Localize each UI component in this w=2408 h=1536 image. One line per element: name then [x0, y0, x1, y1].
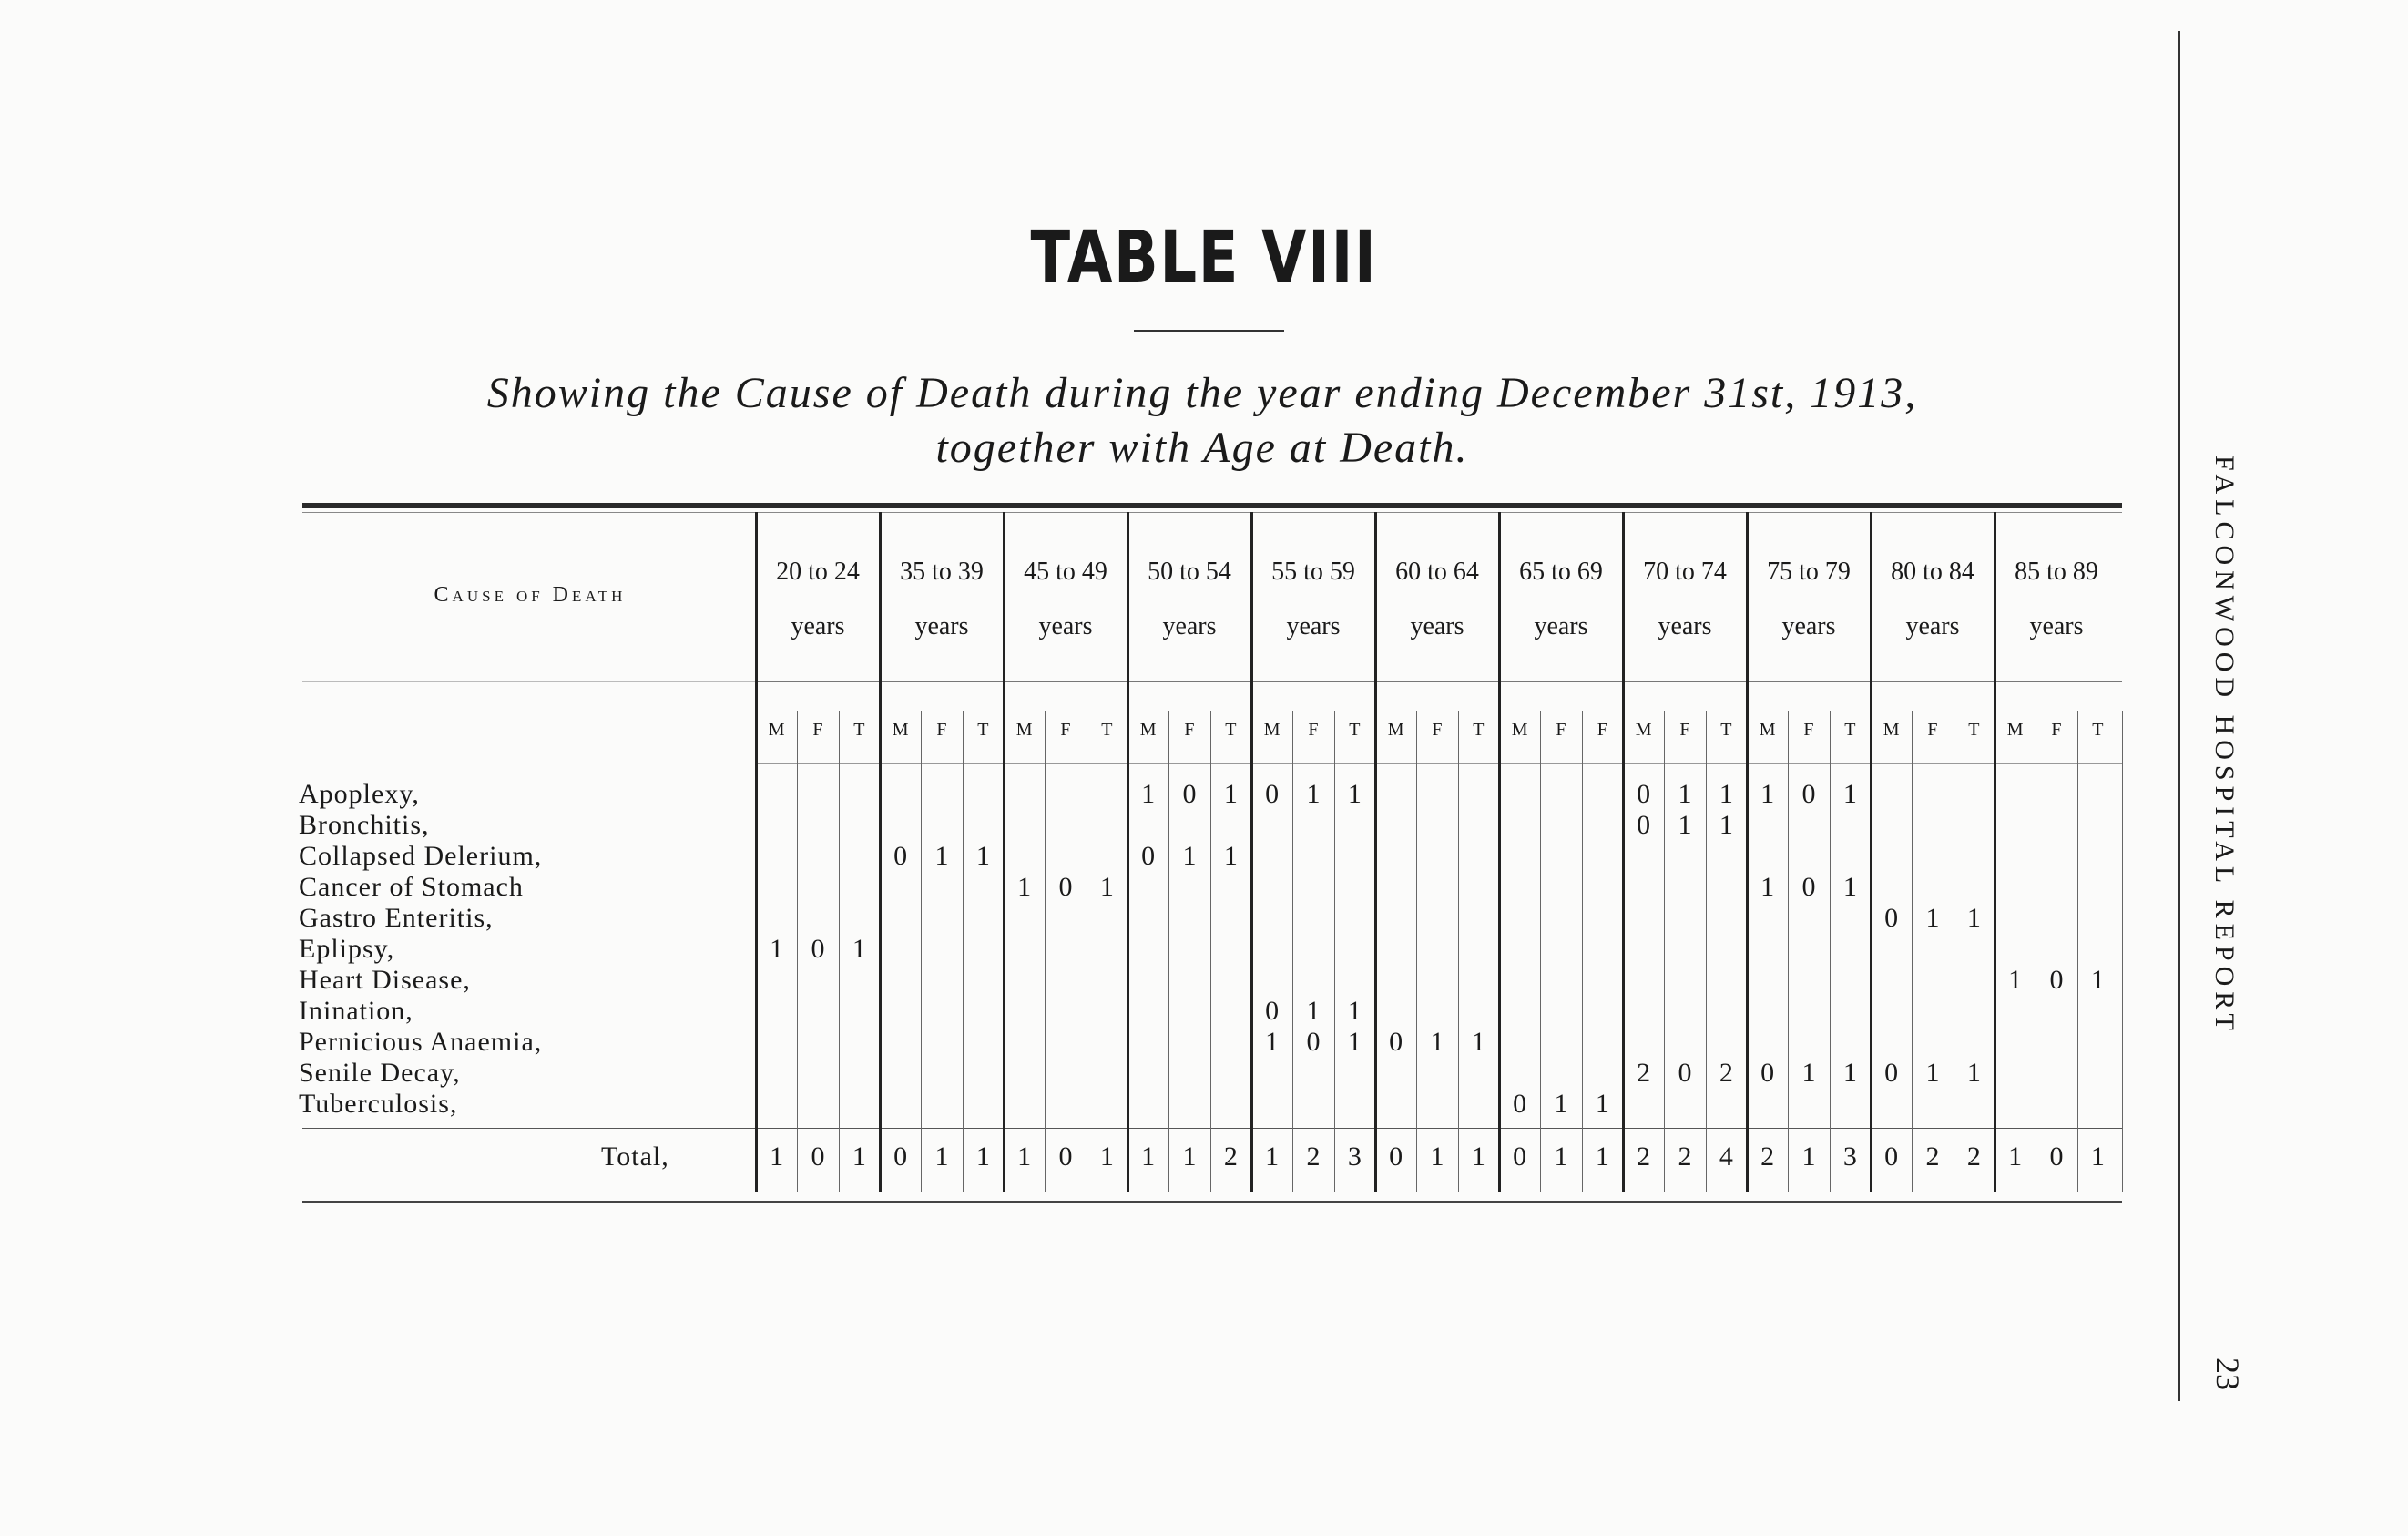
age-range-label: 80 to 84 — [1891, 558, 1974, 586]
data-cell: 1 — [1842, 779, 1857, 809]
data-cell: 1 — [1760, 872, 1775, 902]
age-range-label: 35 to 39 — [900, 558, 984, 586]
cause-label: Gastro Enteritis, — [299, 903, 494, 933]
data-cell: 1 — [1966, 903, 1981, 933]
sex-column-header: F — [812, 720, 823, 740]
total-cell: 2 — [1760, 1142, 1775, 1172]
data-cell: 1 — [1099, 872, 1114, 902]
total-cell: 1 — [975, 1142, 990, 1172]
age-range-label: 70 to 74 — [1643, 558, 1727, 586]
data-cell: 0 — [1760, 1058, 1775, 1088]
data-cell: 1 — [1842, 872, 1857, 902]
data-cell: 1 — [1678, 810, 1692, 840]
total-cell: 2 — [1223, 1142, 1238, 1172]
data-cell: 1 — [1595, 1089, 1609, 1119]
subtitle — [273, 366, 2131, 476]
data-cell: 1 — [1306, 779, 1321, 809]
data-cell: 1 — [770, 934, 784, 964]
data-cell: 1 — [1554, 1089, 1568, 1119]
sex-column-header: T — [1349, 720, 1361, 740]
sub-column-divider — [963, 711, 964, 1192]
sex-column-header: M — [1511, 720, 1528, 740]
age-unit-label: years — [1905, 612, 1960, 640]
data-cell: 1 — [934, 841, 949, 871]
sex-column-header: M — [1759, 720, 1776, 740]
data-cell: 0 — [1637, 810, 1651, 840]
cause-column-header: Cause of Death — [434, 583, 627, 607]
total-cell: 1 — [1265, 1142, 1280, 1172]
header-rule — [756, 681, 2122, 682]
total-cell: 1 — [1182, 1142, 1197, 1172]
sex-column-header: M — [768, 720, 785, 740]
data-cell: 1 — [1265, 1027, 1280, 1057]
data-cell: 1 — [1430, 1027, 1444, 1057]
sub-column-divider — [921, 711, 922, 1192]
data-cell: 1 — [975, 841, 990, 871]
data-cell: 0 — [1058, 872, 1073, 902]
sex-header-rule — [756, 763, 2122, 764]
page-title: TABLE VIII — [1030, 217, 1378, 299]
sex-column-header: M — [892, 720, 909, 740]
data-cell: 1 — [1347, 779, 1362, 809]
sex-column-header: T — [2092, 720, 2104, 740]
data-cell: 0 — [1801, 872, 1816, 902]
sex-column-header: T — [1968, 720, 1980, 740]
subtitle-line-1: Showing the Cause of Death during the year ending December 31st, 1913, — [486, 369, 1918, 417]
cause-label: Tuberculosis, — [299, 1089, 458, 1119]
cause-label: Senile Decay, — [299, 1058, 461, 1088]
sub-column-divider — [1416, 711, 1417, 1192]
sex-column-header: F — [1432, 720, 1443, 740]
data-cell: 0 — [1389, 1027, 1403, 1057]
data-cell: 1 — [852, 934, 866, 964]
data-cell: 1 — [1306, 996, 1321, 1026]
cause-label: Bronchitis, — [299, 810, 430, 840]
data-cell: 1 — [1141, 779, 1156, 809]
data-cell: 0 — [1306, 1027, 1321, 1057]
total-cell: 0 — [1058, 1142, 1073, 1172]
sex-column-header: F — [1556, 720, 1566, 740]
total-cell: 1 — [1099, 1142, 1114, 1172]
running-header: FALCONWOOD HOSPITAL REPORT — [2209, 456, 2240, 1036]
table-top-rule — [302, 503, 2122, 508]
cause-label: Eplipsy, — [299, 934, 395, 964]
data-cell: 0 — [1678, 1058, 1692, 1088]
total-cell: 1 — [1430, 1142, 1444, 1172]
sex-column-header: F — [1679, 720, 1690, 740]
total-cell: 0 — [2049, 1142, 2064, 1172]
data-cell: 1 — [1719, 810, 1733, 840]
data-cell: 0 — [811, 934, 825, 964]
total-cell: 1 — [1141, 1142, 1156, 1172]
sex-column-header: F — [1060, 720, 1071, 740]
age-unit-label: years — [1658, 612, 1712, 640]
age-unit-label: years — [2029, 612, 2084, 640]
data-cell: 0 — [2049, 965, 2064, 995]
sex-column-header: T — [1101, 720, 1113, 740]
data-cell: 0 — [893, 841, 908, 871]
page-margin-rule — [2178, 31, 2180, 1401]
data-cell: 1 — [1801, 1058, 1816, 1088]
data-cell: 2 — [1637, 1058, 1651, 1088]
data-cell: 1 — [1223, 841, 1238, 871]
data-cell: 1 — [1347, 996, 1362, 1026]
total-cell: 2 — [1637, 1142, 1651, 1172]
total-cell: 2 — [1966, 1142, 1981, 1172]
sex-column-header: M — [2006, 720, 2024, 740]
data-cell: 1 — [1842, 1058, 1857, 1088]
total-cell: 4 — [1719, 1142, 1733, 1172]
total-cell: 1 — [2090, 1142, 2105, 1172]
age-range-label: 65 to 69 — [1519, 558, 1603, 586]
table-right-border — [2122, 711, 2123, 1192]
data-cell: 1 — [1182, 841, 1197, 871]
sex-column-header: F — [2051, 720, 2062, 740]
sex-column-header: M — [1635, 720, 1652, 740]
age-unit-label: years — [791, 612, 845, 640]
sex-column-header: T — [1720, 720, 1732, 740]
data-cell: 1 — [1966, 1058, 1981, 1088]
total-cell: 1 — [1801, 1142, 1816, 1172]
sex-column-header: T — [1473, 720, 1485, 740]
total-cell: 1 — [852, 1142, 866, 1172]
total-cell: 1 — [770, 1142, 784, 1172]
sub-column-divider — [1045, 711, 1046, 1192]
sex-column-header: F — [1184, 720, 1195, 740]
cause-label: Collapsed Delerium, — [299, 841, 543, 871]
total-cell: 1 — [934, 1142, 949, 1172]
data-cell: 1 — [1678, 779, 1692, 809]
sex-column-header: M — [1387, 720, 1404, 740]
data-cell: 1 — [1223, 779, 1238, 809]
age-unit-label: years — [1410, 612, 1464, 640]
data-cell: 0 — [1182, 779, 1197, 809]
sex-column-header: T — [1225, 720, 1237, 740]
sex-column-header: M — [1015, 720, 1033, 740]
age-range-label: 45 to 49 — [1024, 558, 1107, 586]
age-range-label: 20 to 24 — [776, 558, 860, 586]
total-top-rule — [302, 1128, 2122, 1129]
age-range-label: 85 to 89 — [2015, 558, 2098, 586]
age-range-label: 75 to 79 — [1767, 558, 1851, 586]
data-cell: 0 — [1513, 1089, 1527, 1119]
data-cell: 1 — [1925, 903, 1940, 933]
total-cell: 0 — [1389, 1142, 1403, 1172]
total-cell: 3 — [1842, 1142, 1857, 1172]
data-cell: 2 — [1719, 1058, 1733, 1088]
total-cell: 1 — [1595, 1142, 1609, 1172]
sex-column-header: F — [1597, 720, 1607, 740]
sex-column-header: F — [936, 720, 947, 740]
sex-column-header: T — [977, 720, 989, 740]
data-cell: 0 — [1884, 1058, 1899, 1088]
total-cell: 2 — [1678, 1142, 1692, 1172]
data-cell: 1 — [1471, 1027, 1485, 1057]
age-unit-label: years — [1162, 612, 1217, 640]
sex-column-header: M — [1263, 720, 1281, 740]
page-number: 23 — [2209, 1357, 2246, 1390]
age-range-label: 55 to 59 — [1271, 558, 1355, 586]
cause-label: Heart Disease, — [299, 965, 471, 995]
cause-label: Cancer of Stomach — [299, 872, 524, 902]
total-cell: 2 — [1925, 1142, 1940, 1172]
data-cell: 1 — [1347, 1027, 1362, 1057]
total-cell: 2 — [1306, 1142, 1321, 1172]
title-underline — [1134, 330, 1284, 332]
data-cell: 0 — [1265, 996, 1280, 1026]
data-cell: 0 — [1265, 779, 1280, 809]
total-cell: 1 — [1554, 1142, 1568, 1172]
age-unit-label: years — [1038, 612, 1093, 640]
cause-label: Apoplexy, — [299, 779, 420, 809]
data-cell: 0 — [1801, 779, 1816, 809]
data-cell: 0 — [1141, 841, 1156, 871]
data-cell: 1 — [2008, 965, 2023, 995]
total-cell: 0 — [1513, 1142, 1527, 1172]
total-cell: 0 — [893, 1142, 908, 1172]
age-range-label: 60 to 64 — [1395, 558, 1479, 586]
total-label: Total, — [601, 1142, 669, 1172]
sex-column-header: T — [1844, 720, 1856, 740]
table-top-thin-rule — [302, 512, 2122, 513]
data-cell: 1 — [1017, 872, 1032, 902]
sex-column-header: M — [1139, 720, 1157, 740]
data-cell: 1 — [1719, 779, 1733, 809]
subtitle-line-2: together with Age at Death. — [935, 424, 1469, 472]
data-cell: 1 — [1925, 1058, 1940, 1088]
cause-label: Pernicious Anaemia, — [299, 1027, 543, 1057]
sub-column-divider — [1458, 711, 1459, 1192]
table-bottom-rule — [302, 1201, 2122, 1203]
data-cell: 1 — [2090, 965, 2105, 995]
total-cell: 3 — [1347, 1142, 1362, 1172]
sub-column-divider — [2077, 711, 2078, 1192]
cause-header-rule — [302, 681, 756, 682]
total-cell: 1 — [1471, 1142, 1485, 1172]
cause-label: Inination, — [299, 996, 413, 1026]
total-cell: 0 — [1884, 1142, 1899, 1172]
total-cell: 1 — [2008, 1142, 2023, 1172]
age-range-label: 50 to 54 — [1148, 558, 1231, 586]
data-cell: 0 — [1884, 903, 1899, 933]
age-unit-label: years — [1286, 612, 1341, 640]
sex-column-header: M — [1883, 720, 1900, 740]
age-unit-label: years — [914, 612, 969, 640]
sub-column-divider — [1912, 711, 1913, 1192]
total-cell: 0 — [811, 1142, 825, 1172]
age-unit-label: years — [1534, 612, 1588, 640]
sex-column-header: F — [1927, 720, 1938, 740]
total-cell: 1 — [1017, 1142, 1032, 1172]
sex-column-header: F — [1803, 720, 1814, 740]
sex-column-header: T — [853, 720, 865, 740]
sex-column-header: F — [1308, 720, 1319, 740]
data-cell: 1 — [1760, 779, 1775, 809]
age-unit-label: years — [1781, 612, 1836, 640]
data-cell: 0 — [1637, 779, 1651, 809]
